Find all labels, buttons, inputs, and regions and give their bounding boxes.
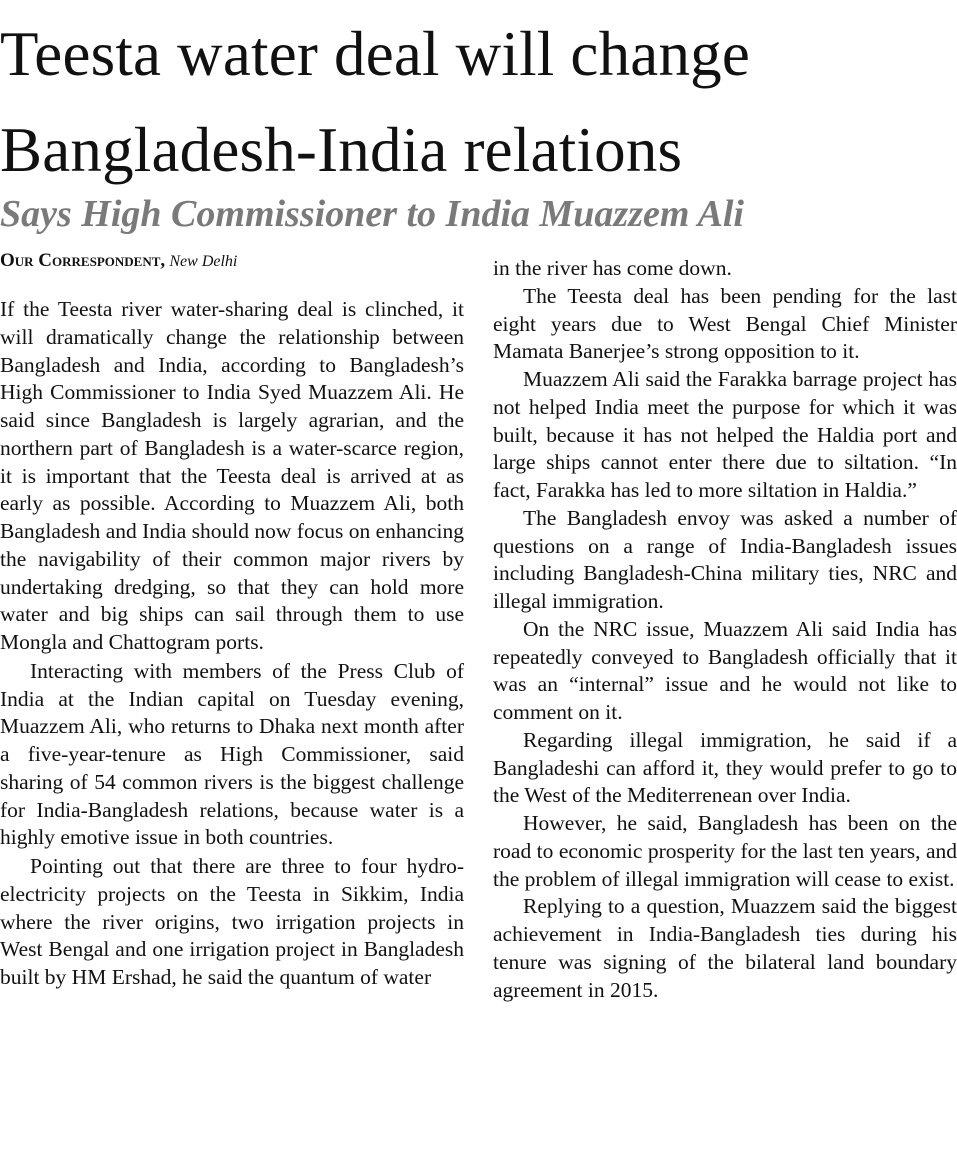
article-headline: Teesta water deal will change Bangladesh-India relations — [0, 19, 751, 185]
byline — [0, 250, 237, 273]
article-paragraph: Interacting with members of the Press Club of India at the Indian capital on Tuesday evening, Muazzem Ali, who returns to Dhaka next month after a five-year-tenure as High Commissioner, said sharing of 54 common rivers is the biggest challenge for India-Bangladesh relations, because water is a highly emotive issue in both countries. — [0, 658, 464, 850]
article-paragraph: On the NRC issue, Muazzem Ali said India has repeatedly conveyed to Bangladesh officially that it was an “internal” issue and he would not like to comment on it. — [493, 616, 957, 724]
article-paragraph: Regarding illegal immigration, he said if a Bangladeshi can afford it, they would prefer to go to the West of the Mediterrenean over India. — [493, 727, 957, 808]
article-paragraph: However, he said, Bangladesh has been on the road to economic prosperity for the last ten years, and the problem of illegal immigration will cease to exist. — [493, 811, 957, 891]
article-paragraph: The Teesta deal has been pending for the last eight years due to West Bengal Chief Minister Mamata Banerjee’s strong opposition to it. — [493, 283, 957, 364]
article-paragraph: Replying to a question, Muazzem said the biggest achievement in India-Bangladesh ties during his tenure was signing of the bilateral land boundary agreement in 2015. — [493, 894, 957, 1002]
article-column-left — [0, 296, 464, 992]
article-paragraph: Pointing out that there are three to four hydro-electricity projects on the Teesta in Sikkim, India where the river origins, two irrigation projects in West Bengal and one irrigation project in Bangladesh built by HM Ershad, he said the quantum of water — [0, 854, 464, 989]
byline-author: Our Correspondent, — [0, 250, 166, 271]
byline-location: New Delhi — [169, 253, 238, 270]
article-column-right — [493, 255, 957, 1004]
article-paragraph: If the Teesta river water-sharing deal is clinched, it will dramatically change the relationship between Bangladesh and India, according to Bangladesh’s High Commissioner to India Syed Muazzem Ali. He said since Bangladesh is largely agrarian, and the northern part of Bangladesh is a water-scarce region, it is important that the Teesta deal is arrived at as early as possible. According to Muazzem Ali, both Bangladesh and India should now focus on enhancing the navigability of their common major rivers by undertaking dredging, so that they can hold more water and big ships can sail through them to use Mongla and Chattogram ports. — [0, 297, 464, 654]
article-subheadline: Says High Commissioner to India Muazzem Ali — [0, 193, 744, 235]
article-paragraph: in the river has come down. — [493, 256, 732, 280]
article-paragraph: The Bangladesh envoy was asked a number of questions on a range of India-Bangladesh issues including Bangladesh-China military ties, NRC and illegal immigration. — [493, 505, 957, 613]
article-paragraph: Muazzem Ali said the Farakka barrage project has not helped India meet the purpose for which it was built, because it has not helped the Haldia port and large ships cannot enter there due to siltation. “In fact, Farakka has led to more siltation in Haldia.” — [493, 367, 957, 502]
